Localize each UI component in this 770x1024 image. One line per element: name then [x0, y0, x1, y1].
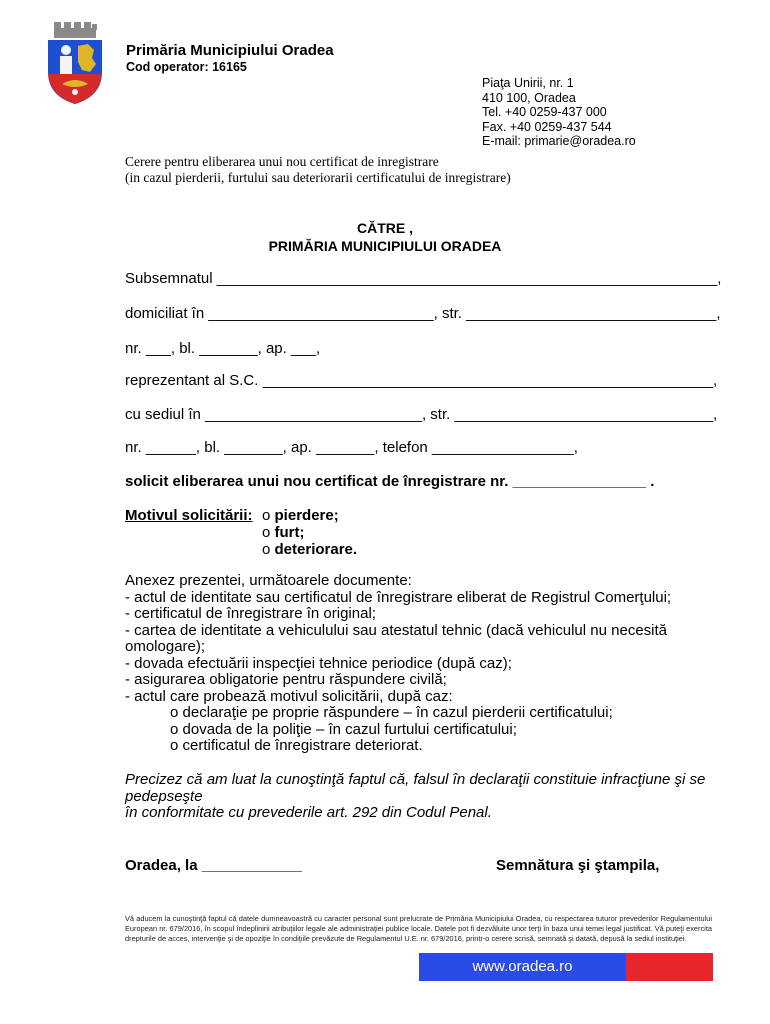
contact-city: 410 100, Oradea: [482, 90, 576, 105]
attachment-item: - certificatul de înregistrare în original;: [125, 605, 376, 622]
signature-label: Semnătura şi ştampila,: [496, 857, 660, 874]
attachments-intro: Anexez prezentei, următoarele documente:: [125, 572, 412, 589]
date-field[interactable]: Oradea, la ____________: [125, 857, 302, 874]
field-reprezentant[interactable]: reprezentant al S.C. ______________________________________________________,: [125, 372, 718, 389]
reason-option-label: furt;: [274, 524, 305, 541]
heading-institution: PRIMĂRIA MUNICIPIULUI ORADEA: [268, 238, 502, 254]
request-title-line: Cerere pentru eliberarea unui nou certificat de inregistrare: [125, 154, 439, 169]
attachments-list: [125, 573, 745, 755]
attachment-item: - cartea de identitate a vehiculului sau atestatul tehnic (dacă vehiculul nu necesită omologare);: [125, 621, 667, 655]
reason-label: Motivul solicitării:: [125, 507, 253, 524]
reason-options: [262, 507, 357, 558]
attachment-item: - asigurarea obligatorie pentru răspundere civilă;: [125, 671, 447, 688]
reason-option-damage[interactable]: o deteriorare.: [262, 541, 358, 558]
legal-notice-line: în conformitate cu prevederile art. 292 din Codul Penal.: [125, 804, 492, 821]
reason-option-label: pierdere;: [274, 507, 339, 524]
field-domiciliat[interactable]: domiciliat în ___________________________, str. ______________________________,: [125, 305, 721, 322]
attachment-subitem: o dovada de la poliţie – în cazul furtului certificatului;: [170, 720, 517, 738]
contact-phone: Tel. +40 0259-437 000: [482, 105, 607, 120]
attachment-item: - dovada efectuării inspecţiei tehnice periodice (după caz);: [125, 654, 512, 672]
attachment-subitem: o certificatul de înregistrare deteriorat.: [170, 737, 423, 754]
contact-email: E-mail: primarie@oradea.ro: [482, 134, 636, 149]
field-sediul[interactable]: cu sediul în __________________________, str. _______________________________,: [125, 406, 718, 423]
contact-fax: Fax. +40 0259-437 544: [482, 119, 612, 134]
reason-option-loss[interactable]: o pierdere;: [262, 507, 339, 524]
attachment-item: - actul de identitate sau certificatul de înregistrare eliberat de Registrul Comerţului;: [125, 588, 672, 606]
legal-notice: [125, 772, 745, 822]
attachment-item: - actul care probează motivul solicitării, după caz:: [125, 687, 453, 705]
city-crest-logo: [44, 20, 106, 106]
field-subsemnatul[interactable]: Subsemnatul ____________________________________________________________,: [125, 270, 722, 287]
reason-option-theft[interactable]: o furt;: [262, 524, 305, 541]
contact-address: Piaţa Unirii, nr. 1: [482, 76, 574, 90]
request-title: [125, 154, 511, 186]
institution-name: Primăria Municipiului Oradea: [126, 42, 334, 59]
red-accent-bar: [626, 953, 713, 981]
gdpr-notice: Vă aducem la cunoştinţă faptul că datele dumneavoastră cu caracter personal sunt prelucrate de Primăria Municipiului Oradea, cu respectarea tuturor prevederilor Regulamentului European nr. 679/2016, în scopul îndeplinirii atribuţiilor legale ale administraţiei publice locale. Datele pot fi dezvăluite unor terţi în baza unui temei legal justificat. Vă puteţi exercita drepturile de acces, intervenţie şi de opoziţie în condiţiile prevăzute de Regulamentul U.E. nr. 679/2016, printr-o cerere scrisă, semnată şi datată, depusă la sediul instituţiei.: [125, 914, 712, 943]
field-nr-bl-ap-telefon[interactable]: nr. ______, bl. _______, ap. _______, telefon _________________,: [125, 439, 578, 456]
website-link[interactable]: www.oradea.ro: [419, 953, 626, 981]
operator-code: Cod operator: 16165: [126, 60, 247, 74]
reason-option-label: deteriorare.: [274, 541, 358, 558]
legal-notice-line: Precizez că am luat la cunoştinţă faptul că, falsul în declaraţii constituie infracţiune şi se pedepseşte: [125, 771, 706, 805]
contact-block: [482, 76, 636, 149]
request-subtitle-line: (in cazul pierderii, furtului sau deteriorarii certificatului de inregistrare): [125, 170, 511, 185]
addressee-heading: [0, 219, 770, 255]
field-nr-bl-ap[interactable]: nr. ___, bl. _______, ap. ___,: [125, 340, 321, 357]
attachment-subitem: o declaraţie pe proprie răspundere – în cazul pierderii certificatului;: [170, 704, 613, 721]
heading-to: CĂTRE ,: [357, 220, 413, 236]
field-certificate-number[interactable]: solicit eliberarea unui nou certificat de înregistrare nr. ________________ .: [125, 473, 655, 490]
